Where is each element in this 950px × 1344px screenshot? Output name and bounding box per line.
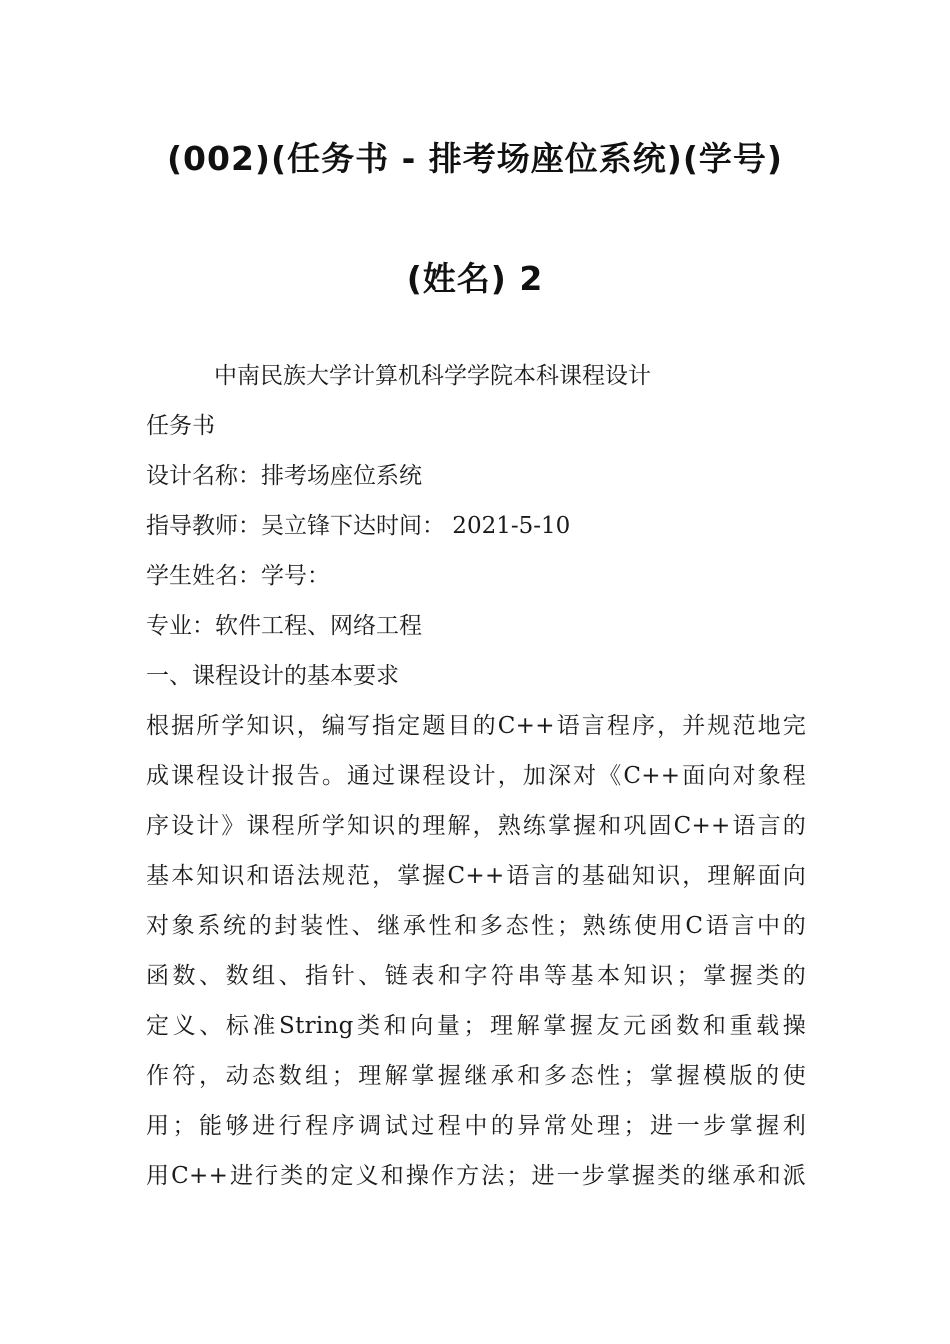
paragraph-line: 用；能够进行程序调试过程中的异常处理；进一步掌握利 bbox=[146, 1113, 806, 1139]
section-heading: 一、课程设计的基本要求 bbox=[146, 663, 399, 689]
document-title-line-1: (002)(任务书 - 排考场座位系统)(学号) bbox=[166, 139, 784, 178]
task-book-label: 任务书 bbox=[146, 413, 215, 439]
paragraph-line: 根据所学知识，编写指定题目的C++语言程序，并规范地完 bbox=[146, 713, 806, 739]
design-name-line: 设计名称：排考场座位系统 bbox=[146, 463, 422, 489]
college-heading: 中南民族大学计算机科学学院本科课程设计 bbox=[214, 363, 651, 389]
paragraph-line: 成课程设计报告。通过课程设计，加深对《C++面向对象程 bbox=[146, 763, 806, 789]
paragraph-line: 基本知识和语法规范，掌握C++语言的基础知识，理解面向 bbox=[146, 863, 806, 889]
paragraph-line: 作符，动态数组；理解掌握继承和多态性；掌握模版的使 bbox=[146, 1063, 806, 1089]
paragraph-line: 函数、数组、指针、链表和字符串等基本知识；掌握类的 bbox=[146, 963, 806, 989]
paragraph-line: 序设计》课程所学知识的理解，熟练掌握和巩固C++语言的 bbox=[146, 813, 806, 839]
paragraph-line: 用C++进行类的定义和操作方法；进一步掌握类的继承和派 bbox=[146, 1163, 806, 1189]
major-line: 专业：软件工程、网络工程 bbox=[146, 613, 422, 639]
paragraph-line: 对象系统的封装性、继承性和多态性；熟练使用C语言中的 bbox=[146, 913, 806, 939]
instructor-date-line: 指导教师：吴立锋下达时间： 2021-5-10 bbox=[146, 513, 571, 539]
document-title-line-2: (姓名) 2 bbox=[406, 259, 544, 298]
paragraph-line: 定义、标准String类和向量；理解掌握友元函数和重载操 bbox=[146, 1013, 806, 1039]
student-name-id-line: 学生姓名：学号： bbox=[146, 563, 330, 589]
